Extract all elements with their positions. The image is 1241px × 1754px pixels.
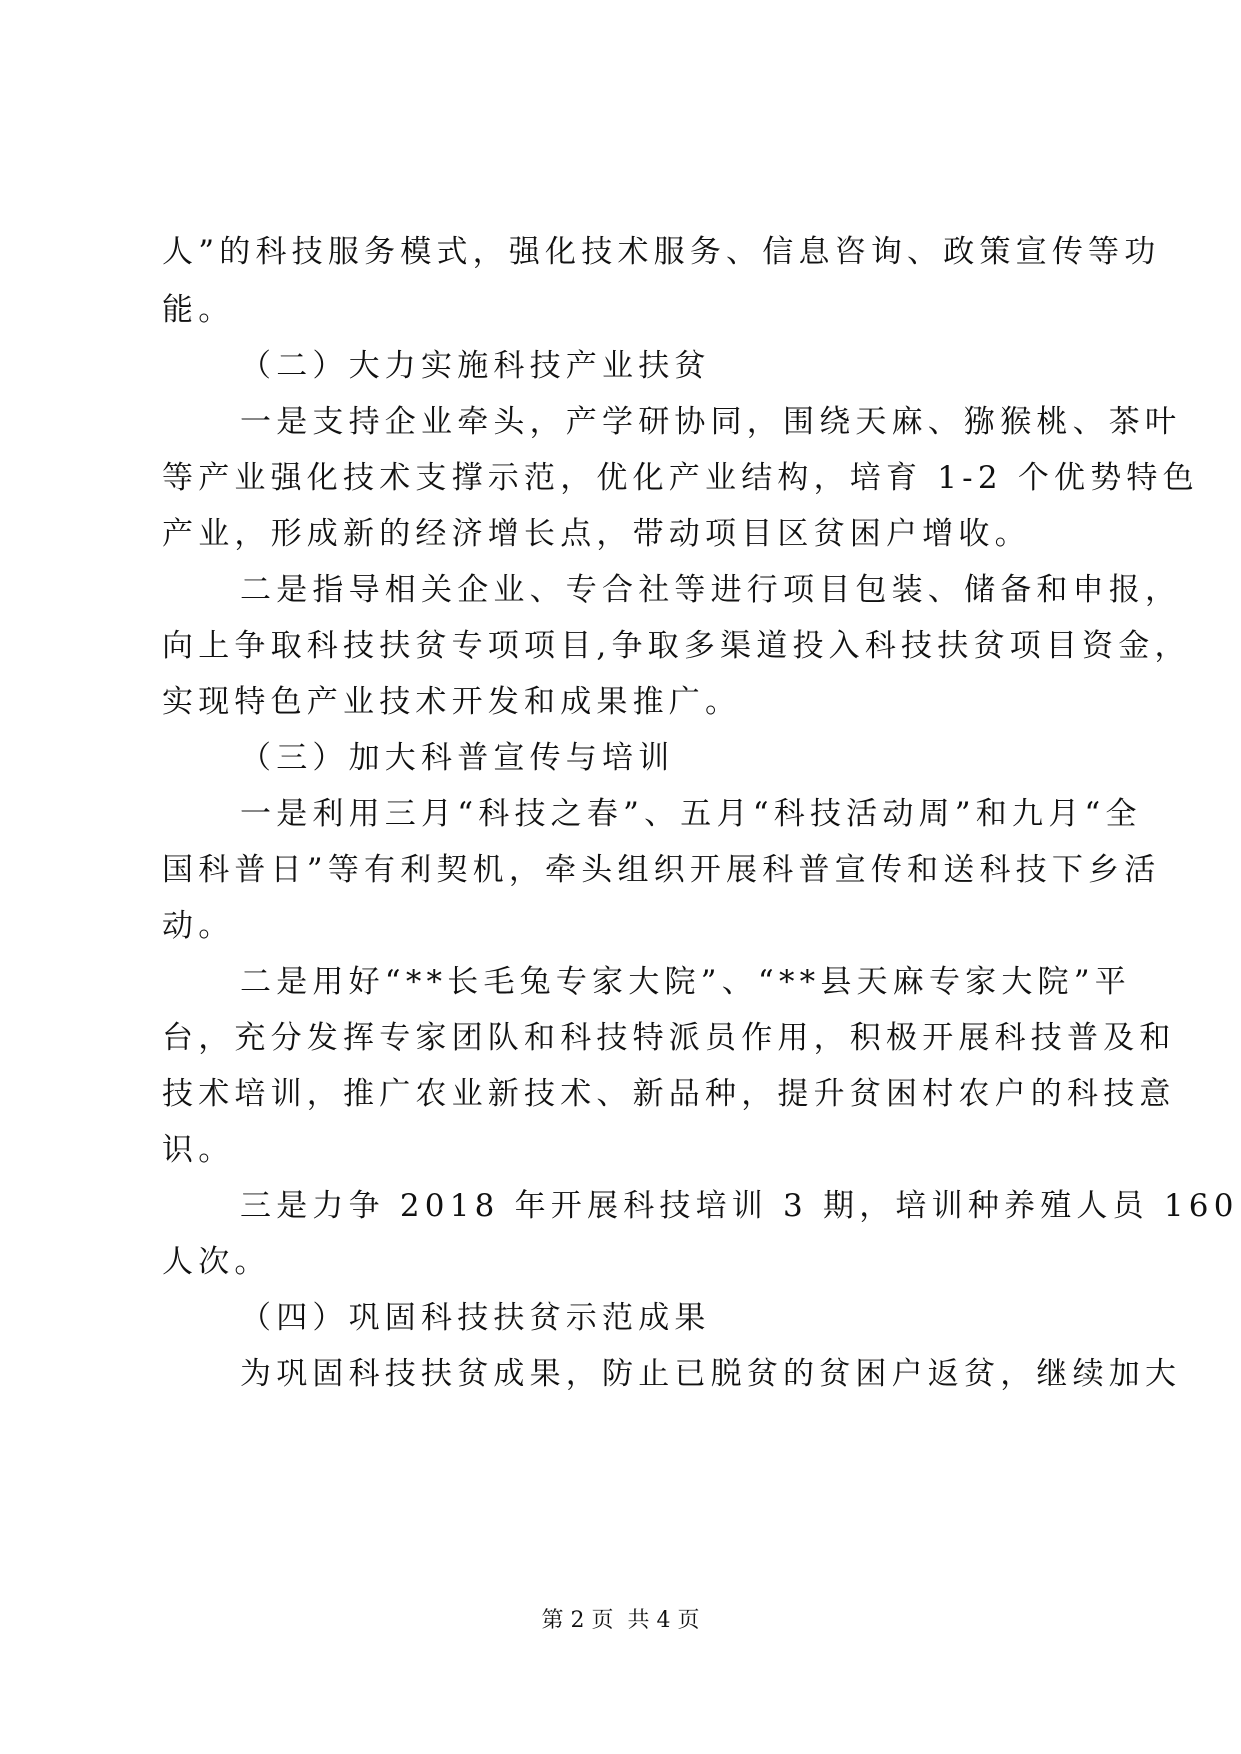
text-line: 一是支持企业牵头，产学研协同，围绕天麻、猕猴桃、茶叶 (240, 404, 1182, 440)
text-line: 能。 (162, 292, 235, 328)
text-line: 人”的科技服务模式，强化技术服务、信息咨询、政策宣传等功 (162, 234, 1161, 270)
text-line: 人次。 (162, 1244, 271, 1280)
text-line: 二是指导相关企业、专合社等进行项目包装、储备和申报， (240, 572, 1182, 608)
text-line: 实现特色产业技术开发和成果推广。 (162, 684, 742, 720)
section-heading: （四）巩固科技扶贫示范成果 (240, 1300, 711, 1336)
page-number-footer: 第 2 页 共 4 页 (541, 1608, 700, 1633)
text-line: 二是用好“**长毛兔专家大院”、“**县天麻专家大院”平 (240, 964, 1131, 1000)
text-line: 识。 (162, 1132, 235, 1168)
text-line: 等产业强化技术支撑示范，优化产业结构，培育 1-2 个优势特色 (162, 460, 1199, 496)
text-line: 一是利用三月“科技之春”、五月“科技活动周”和九月“全 (240, 796, 1142, 832)
section-heading: （三）加大科普宣传与培训 (240, 740, 675, 776)
text-line: 动。 (162, 908, 235, 944)
text-line: 为巩固科技扶贫成果，防止已脱贫的贫困户返贫，继续加大 (240, 1356, 1182, 1392)
text-line: 三是力争 2018 年开展科技培训 3 期，培训种养殖人员 160 (240, 1188, 1239, 1224)
section-heading: （二）大力实施科技产业扶贫 (240, 348, 711, 384)
text-line: 向上争取科技扶贫专项项目,争取多渠道投入科技扶贫项目资金， (162, 628, 1191, 664)
text-line: 台，充分发挥专家团队和科技特派员作用，积极开展科技普及和 (162, 1020, 1176, 1056)
text-line: 产业，形成新的经济增长点，带动项目区贫困户增收。 (162, 516, 1031, 552)
text-line: 技术培训，推广农业新技术、新品种，提升贫困村农户的科技意 (162, 1076, 1176, 1112)
text-line: 国科普日”等有利契机，牵头组织开展科普宣传和送科技下乡活 (162, 852, 1161, 888)
